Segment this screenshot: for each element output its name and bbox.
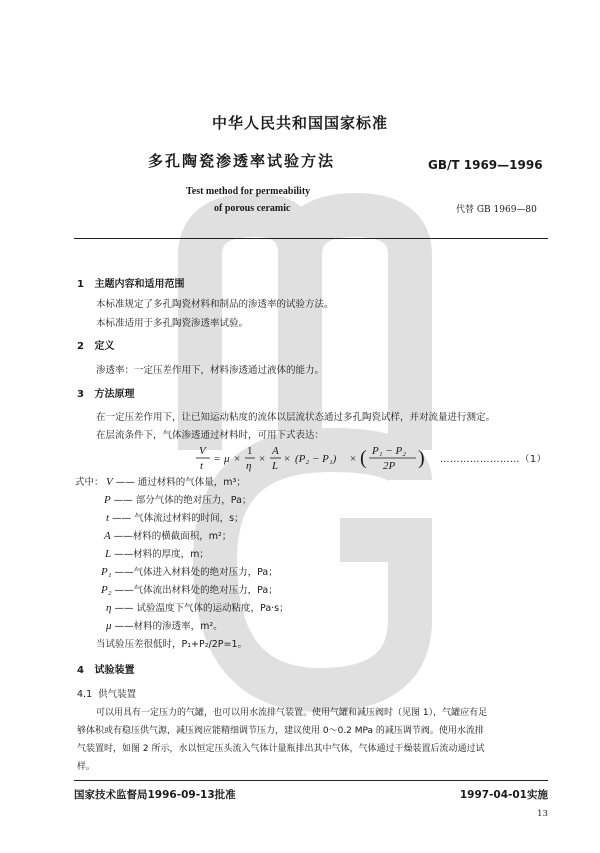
formula-fraction-denominator: 2P <box>383 460 396 472</box>
section-1-paragraph-1: 本标准规定了多孔陶瓷材料和制品的渗透率的试验方法。 <box>96 299 334 310</box>
permeability-formula <box>196 444 436 474</box>
symbol-row-v: V —— 通过材料的气体量，m³； <box>106 476 246 488</box>
formula-t: t <box>200 460 204 472</box>
formula-equals: = <box>214 453 221 465</box>
english-title-line2: of porous ceramic <box>214 203 291 214</box>
formula-times-3: × <box>284 453 291 465</box>
subsection-4-1-line-1: 可以用具有一定压力的气罐，也可以用水流排气装置。使用气罐和减压阀时（见图 1），气罐应有足 <box>96 708 488 718</box>
section-4-heading: 4 试验装置 <box>77 665 135 676</box>
section-2-paragraph-1: 渗透率：一定压差作用下，材料渗透通过液体的能力。 <box>96 365 325 376</box>
section-1-paragraph-2: 本标准适用于多孔陶瓷渗透率试验。 <box>96 318 249 329</box>
section-1-heading: 1 主题内容和适用范围 <box>77 279 185 290</box>
symbol-row-p1: P₁ ——气体进入材料处的绝对压力，Pa； <box>101 566 278 578</box>
symbol-row-eta: η —— 试验温度下气体的运动粘度，Pa·s； <box>106 602 289 614</box>
section-3-paragraph-1: 在一定压差作用下，让已知运动粘度的流体以层流状态通过多孔陶瓷试样，并对流量进行测定。 <box>96 412 496 423</box>
formula-pressure-diff: (P₂ − P₁) <box>295 453 337 465</box>
footer-divider <box>74 780 548 781</box>
formula-a: A <box>272 445 279 457</box>
formula-one: 1 <box>247 445 253 457</box>
subsection-4-1-line-3: 气装置时，如图 2 所示，水以恒定压头流入气体计量瓶排出其中气体，气体通过干燥装置后流动通过试 <box>77 744 485 754</box>
english-title-line1: Test method for permeability <box>186 186 311 197</box>
formula-times-2: × <box>259 453 266 465</box>
formula-v: V <box>199 445 206 457</box>
svg-text:): ) <box>418 447 425 469</box>
symbol-row-t: t —— 气体流过材料的时间，s； <box>106 512 244 524</box>
formula-fraction-numerator: P₁ − P₂ <box>372 445 407 457</box>
symbol-row-p2: P₂ ——气体流出材料处的绝对压力，Pa； <box>101 584 278 596</box>
low-pressure-note: 当试验压差很低时，P₁+P₂/2P=1。 <box>96 639 248 650</box>
subsection-4-1-heading: 4.1 供气装置 <box>77 689 137 700</box>
document-title: 多孔陶瓷渗透率试验方法 <box>148 152 336 170</box>
symbol-row-mu: μ ——材料的渗透率，m²。 <box>106 620 223 632</box>
header-divider <box>74 238 548 239</box>
subsection-4-1-line-2: 够体积或有稳压供气源，减压阀应能精细调节压力，建议使用 0～0.2 MPa 的减压调节阀。使用水流排 <box>77 726 484 736</box>
subsection-4-1-line-4: 样。 <box>77 762 96 772</box>
equation-number: ……………………（1） <box>440 454 547 465</box>
formula-times-4: × <box>350 453 357 465</box>
symbol-row-p: P —— 部分气体的绝对压力，Pa； <box>104 494 252 506</box>
implementation-date: 1997-04-01实施 <box>459 789 548 801</box>
national-standard-header: 中华人民共和国国家标准 <box>211 114 388 132</box>
formula-l: L <box>272 460 279 472</box>
formula-times-1: × <box>234 453 241 465</box>
where-prefix: 式中： <box>75 477 104 488</box>
replaces-note: 代替 GB 1969—80 <box>456 205 537 215</box>
section-3-paragraph-2: 在层流条件下，气体渗透通过材料时，可用下式表达： <box>96 430 325 441</box>
section-3-heading: 3 方法原理 <box>77 389 135 400</box>
svg-text:(: ( <box>360 447 367 469</box>
section-2-heading: 2 定义 <box>77 341 115 352</box>
symbol-row-a: A ——材料的横截面积，m²； <box>104 530 232 542</box>
approval-date: 国家技术监督局1996-09-13批准 <box>74 789 236 801</box>
formula-eta: η <box>246 460 252 472</box>
standard-number: GB/T 1969—1996 <box>428 158 543 172</box>
symbol-row-l: L ——材料的厚度，m； <box>105 548 209 560</box>
formula-mu: μ <box>224 453 230 465</box>
page-number: 13 <box>537 809 548 819</box>
